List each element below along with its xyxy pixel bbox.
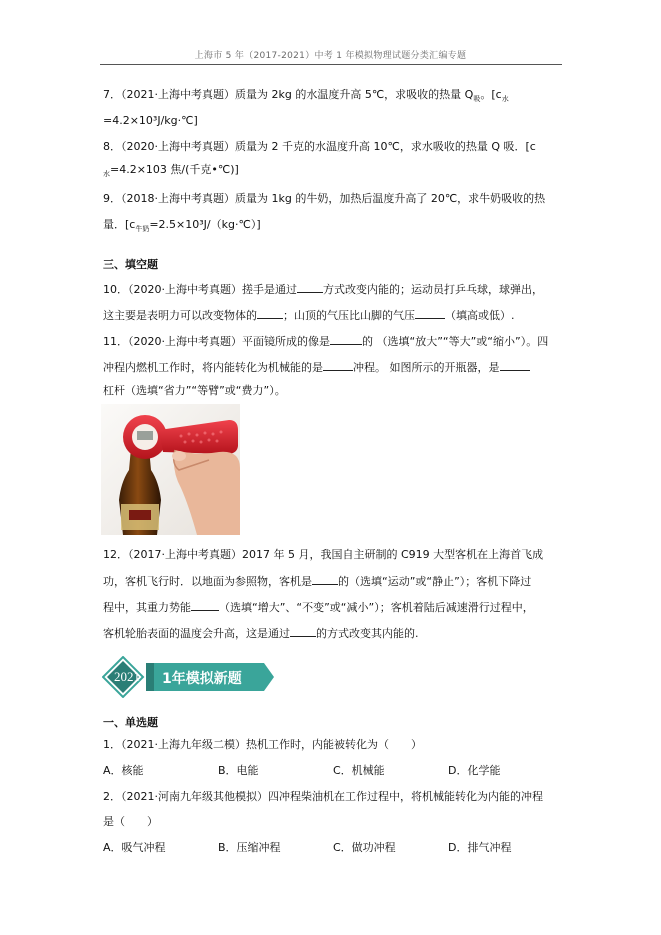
question-11-line-2: 冲程内燃机工作时，将内能转化为机械能的是 冲程。 如图所示的开瓶器，是: [103, 360, 530, 374]
mc-question-1-options: [103, 764, 563, 777]
q7-subscript-2: 水: [501, 95, 509, 104]
question-11-line-3: 杠杆（选填“省力”“等臂”或“费力”）。: [103, 384, 286, 397]
question-12-line-1: 12．（2017·上海中考真题）2017 年 5 月，我国自主研制的 C919 大型客机在上海首飞成: [103, 548, 544, 561]
question-8-line-1: 8．（2020·上海中考真题）质量为 2 千克的水温度升高 10℃，求水吸收的热量 Q 吸．[c: [103, 140, 536, 153]
answer-blank[interactable]: [330, 334, 362, 345]
question-12-line-4: 客机轮胎表面的温度会升高，这是通过 的方式改变其内能的.: [103, 627, 419, 640]
question-10-line-1: 10．（2020·上海中考真题）搓手是通过 方式改变内能的；运动员打乒乓球，球弹出，: [103, 283, 543, 296]
mc1-option-a[interactable]: A．核能: [103, 764, 144, 777]
answer-blank[interactable]: [297, 282, 323, 293]
banner-year: 2021: [114, 669, 140, 684]
mc1-option-b[interactable]: B．电能: [218, 764, 259, 777]
bottle-opener-illustration: [101, 404, 240, 535]
banner-title: 1年模拟新题: [162, 671, 242, 687]
question-7-line-1: 7．（2021·上海中考真题）质量为 2kg 的水温度升高 5℃，求吸收的热量 $Q_吸$。[$c_水$: [103, 88, 509, 104]
question-8-line-2: $_水$=4.2×103 焦/(千克•℃)]: [103, 163, 239, 179]
mc2-option-b[interactable]: B．压缩冲程: [218, 841, 281, 854]
mc1-option-c[interactable]: C．机械能: [333, 764, 385, 777]
question-7-line-2: =4.2×10³J/kg·℃]: [103, 114, 198, 127]
mc-question-2-stem-2: 是（ ）: [103, 815, 158, 828]
section-banner: [102, 656, 274, 698]
q9-subscript: 牛奶: [135, 225, 150, 234]
mc1-option-d[interactable]: D．化学能: [448, 764, 501, 777]
mc2-option-c[interactable]: C．做功冲程: [333, 841, 396, 854]
answer-blank[interactable]: [290, 626, 316, 637]
q7-subscript: 吸: [473, 95, 481, 104]
mc2-option-d[interactable]: D．排气冲程: [448, 841, 512, 854]
mc2-option-a[interactable]: A．吸气冲程: [103, 841, 166, 854]
answer-blank[interactable]: [500, 360, 530, 371]
header-rule: [100, 64, 562, 65]
page-header: 上海市 5 年（2017-2021）中考 1 年模拟物理试题分类汇编专题: [194, 51, 467, 61]
question-11-line-1: 11．（2020·上海中考真题）平面镜所成的像是 的 （选填“放大”“等大”或“缩小”）。四: [103, 335, 549, 348]
question-12-line-2: 功，客机飞行时．以地面为参照物，客机是 的（选填“运动”或“静止”）；客机下降过: [103, 575, 532, 588]
section-single-choice-title: 一、单选题: [103, 716, 158, 729]
question-10-line-2: 这主要是表明力可以改变物体的 ；山顶的气压比山脚的气压 （填高或低）.: [103, 309, 515, 322]
answer-blank[interactable]: [323, 360, 353, 371]
question-12-line-3: 程中，其重力势能 （选填“增大”、“不变”或“减小”）；客机着陆后减速滑行过程中，: [103, 601, 534, 614]
q8-subscript: 水: [103, 170, 110, 179]
answer-blank[interactable]: [257, 308, 283, 319]
answer-blank[interactable]: [312, 574, 338, 585]
bottle-opener-photo: [101, 404, 240, 535]
mc-question-1-stem: 1．（2021·上海九年级二模）热机工作时，内能被转化为（ ）: [103, 738, 422, 751]
section-fill-blank-title: 三、填空题: [103, 258, 158, 271]
mc-question-2-stem-1: 2．（2021·河南九年级其他模拟）四冲程柴油机在工作过程中，将机械能转化为内能的冲程: [103, 790, 543, 803]
answer-blank[interactable]: [415, 308, 445, 319]
answer-blank[interactable]: [191, 600, 219, 611]
mc-question-2-options: [103, 841, 563, 854]
question-9-line-1: 9．（2018·上海中考真题）质量为 1kg 的牛奶，加热后温度升高了 20℃，求牛奶吸收的热: [103, 192, 546, 205]
question-9-line-2: 量．$[c_{牛奶}=2.5\times 10^3J/(kg\cdot℃)]$: [103, 218, 261, 234]
